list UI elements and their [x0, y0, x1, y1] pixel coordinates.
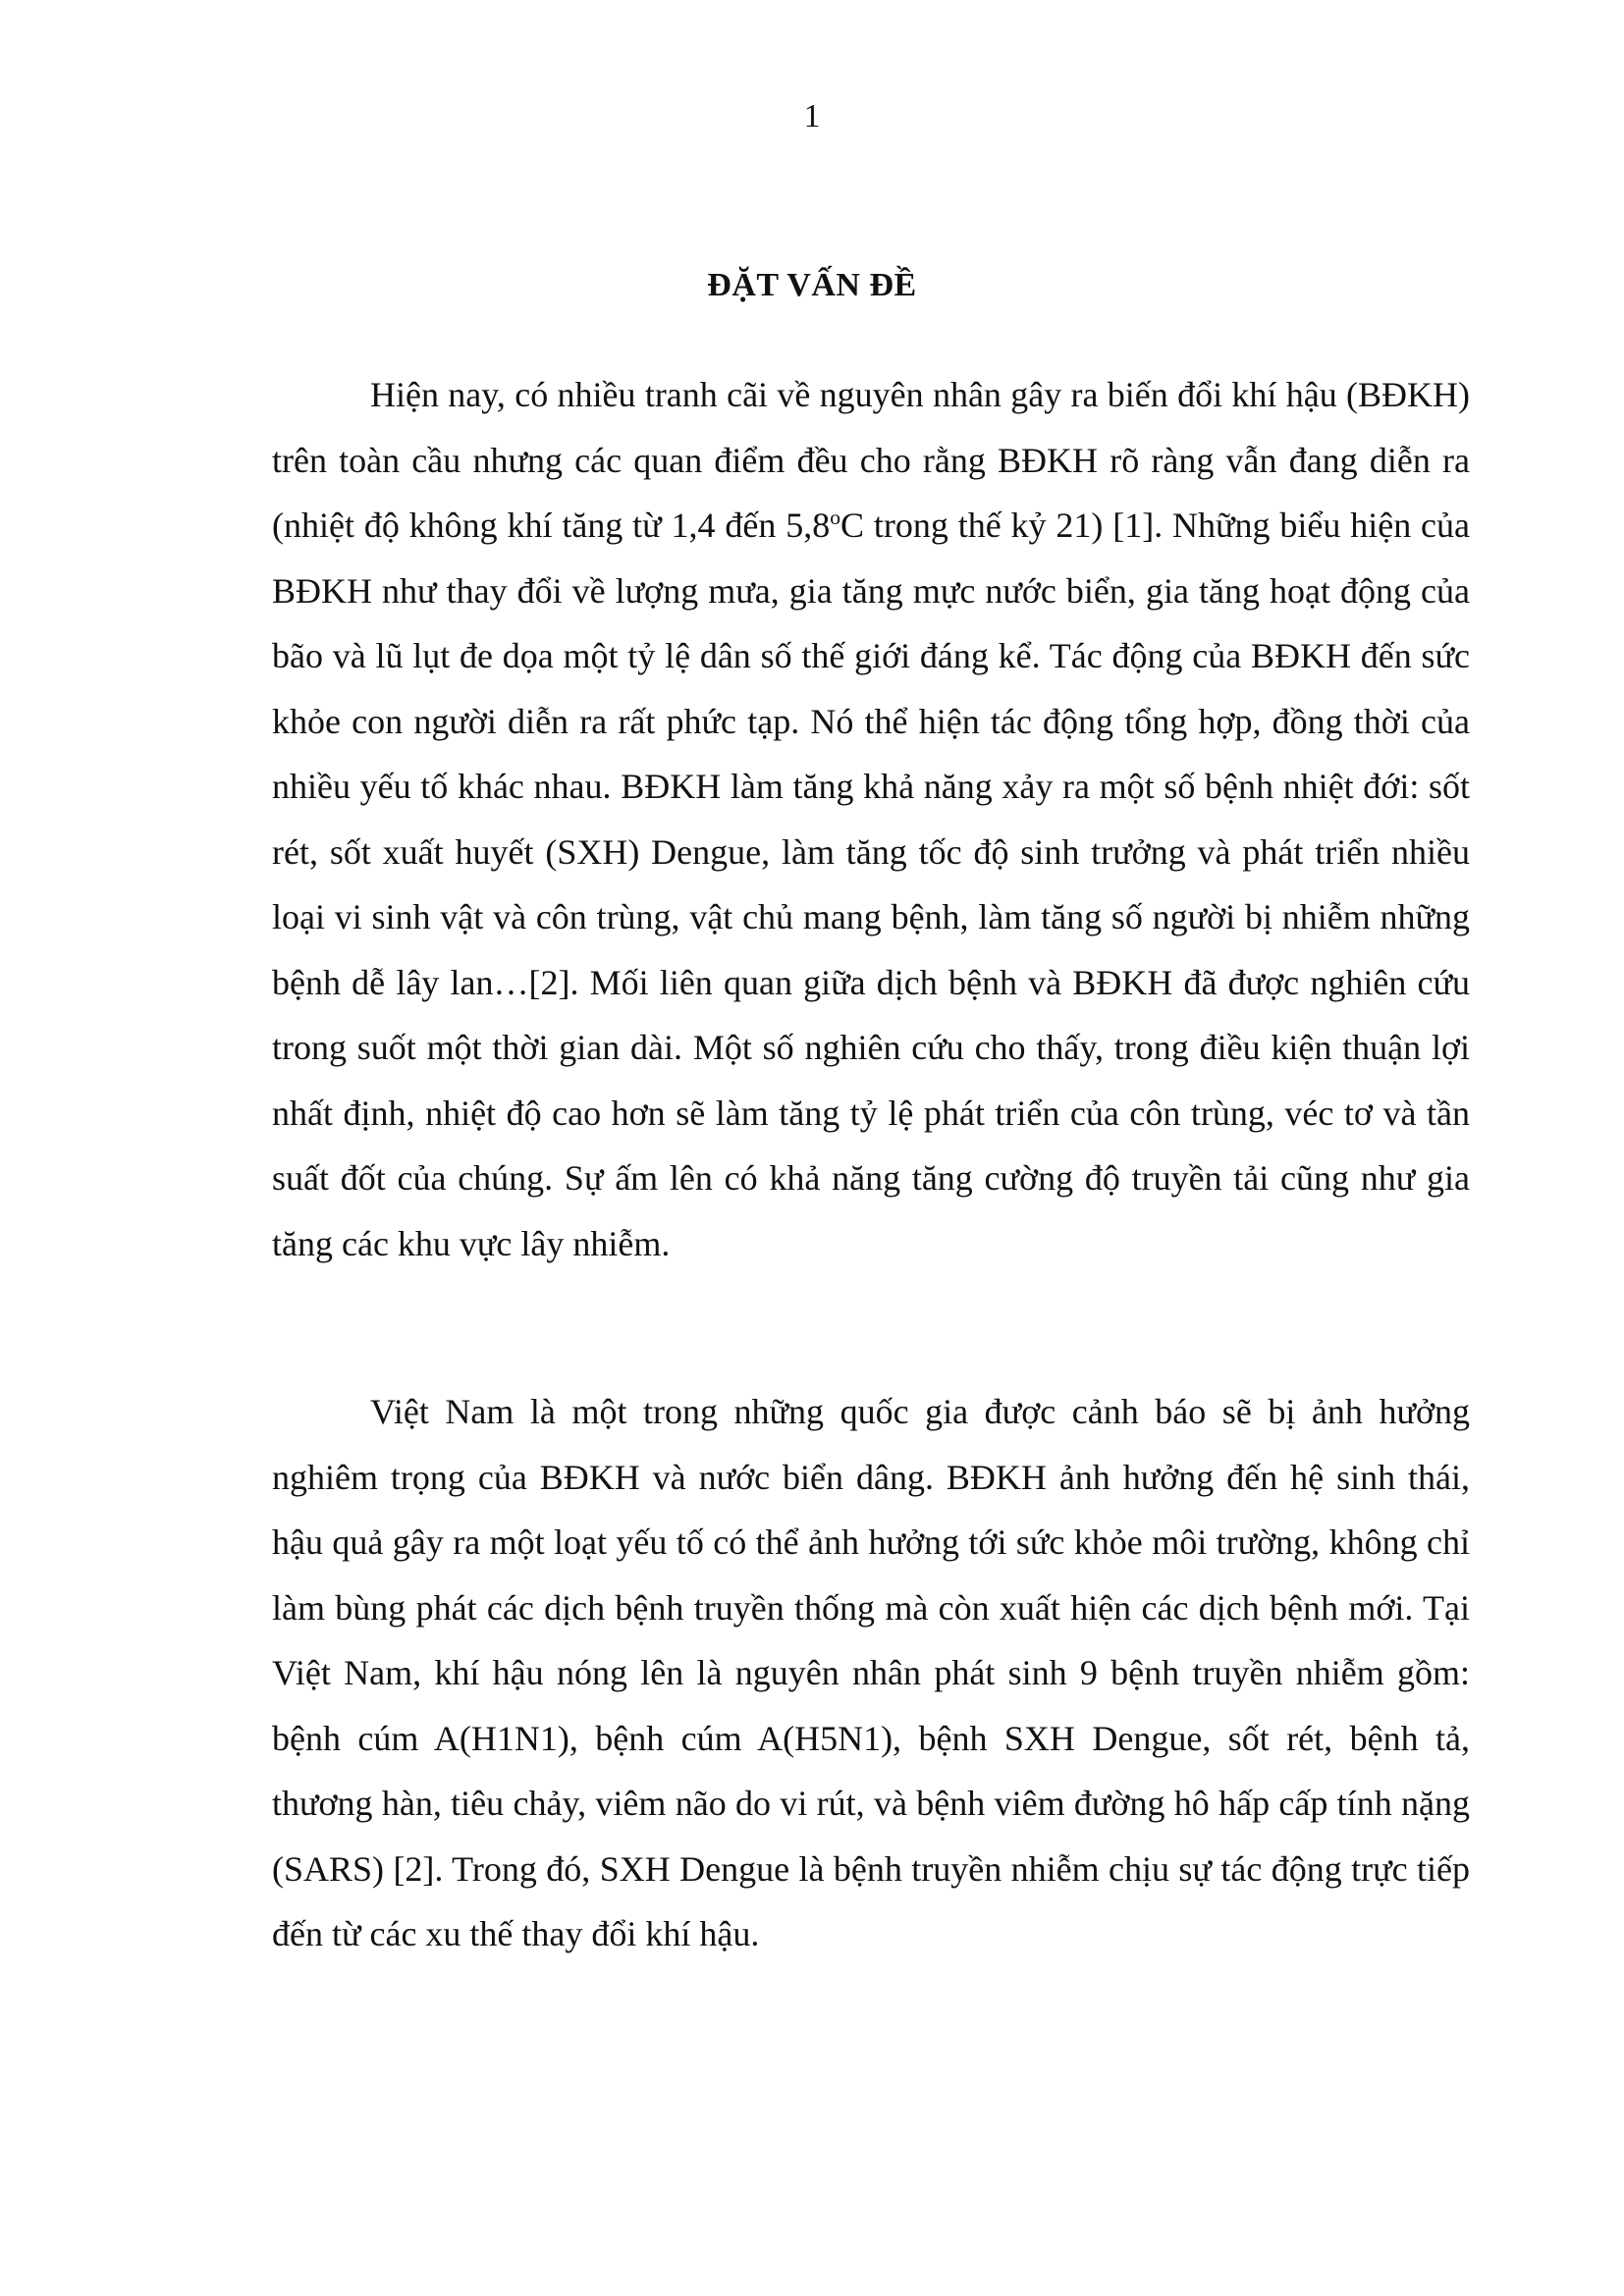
paragraph-1-text-end: C trong thế kỷ 21) [1]. Những biểu hiện của BĐKH như thay đổi về lượng mưa, gia tăng mực nước biển, gia tăng hoạt động của bão và lũ lụt đe dọa một tỷ lệ dân số thế giới đáng kể. Tác động của BĐKH đến sức khỏe con người diễn ra rất phức tạp. Nó thể hiện tác động tổng hợp, đồng thời của nhiều yếu tố khác nhau. BĐKH làm tăng khả năng xảy ra một số bệnh nhiệt đới: sốt rét, sốt xuất huyết (SXH) Dengue, làm tăng tốc độ sinh trưởng và phát triển nhiều loại vi sinh vật và côn trùng, vật chủ mang bệnh, làm tăng số người bị nhiễm những bệnh dễ lây lan…[2]. Mối liên quan giữa dịch bệnh và BĐKH đã được nghiên cứu trong suốt một thời gian dài. Một số nghiên cứu cho thấy, trong điều kiện thuận lợi nhất định, nhiệt độ cao hơn sẽ làm tăng tỷ lệ phát triển của côn trùng, véc tơ và tần suất đốt của chúng. Sự ấm lên có khả năng tăng cường độ truyền tải cũng như gia tăng các khu vực lây nhiễm.	[272, 506, 1471, 1263]
paragraph-1-text-start: Hiện nay, có nhiều tranh cãi về nguyên nhân gây ra biến đổi khí hậu (BĐKH) trên toàn cầu nhưng các quan điểm đều cho rằng BĐKH rõ ràng vẫn đang diễn ra (nhiệt độ không khí tăng từ 1,4 đến 5,8	[272, 375, 1470, 545]
degree-superscript: o	[830, 506, 841, 529]
page-number: 1	[803, 98, 821, 134]
paragraph-2: Việt Nam là một trong những quốc gia được cảnh báo sẽ bị ảnh hưởng nghiêm trọng của BĐKH và nước biển dâng. BĐKH ảnh hưởng đến hệ sinh thái, hậu quả gây ra một loạt yếu tố có thể ảnh hưởng tới sức khỏe môi trường, không chỉ làm bùng phát các dịch bệnh truyền thống mà còn xuất hiện các dịch bệnh mới. Tại Việt Nam, khí hậu nóng lên là nguyên nhân phát sinh 9 bệnh truyền nhiễm gồm: bệnh cúm A(H1N1), bệnh cúm A(H5N1), bệnh SXH Dengue, sốt rét, bệnh tả, thương hàn, tiêu chảy, viêm não do vi rút, và bệnh viêm đường hô hấp cấp tính nặng (SARS) [2]. Trong đó, SXH Dengue là bệnh truyền nhiễm chịu sự tác động trực tiếp đến từ các xu thế thay đổi khí hậu.	[272, 1392, 1470, 1953]
page-title: ĐẶT VẤN ĐỀ	[707, 267, 917, 303]
paragraph-1	[272, 362, 1470, 1276]
